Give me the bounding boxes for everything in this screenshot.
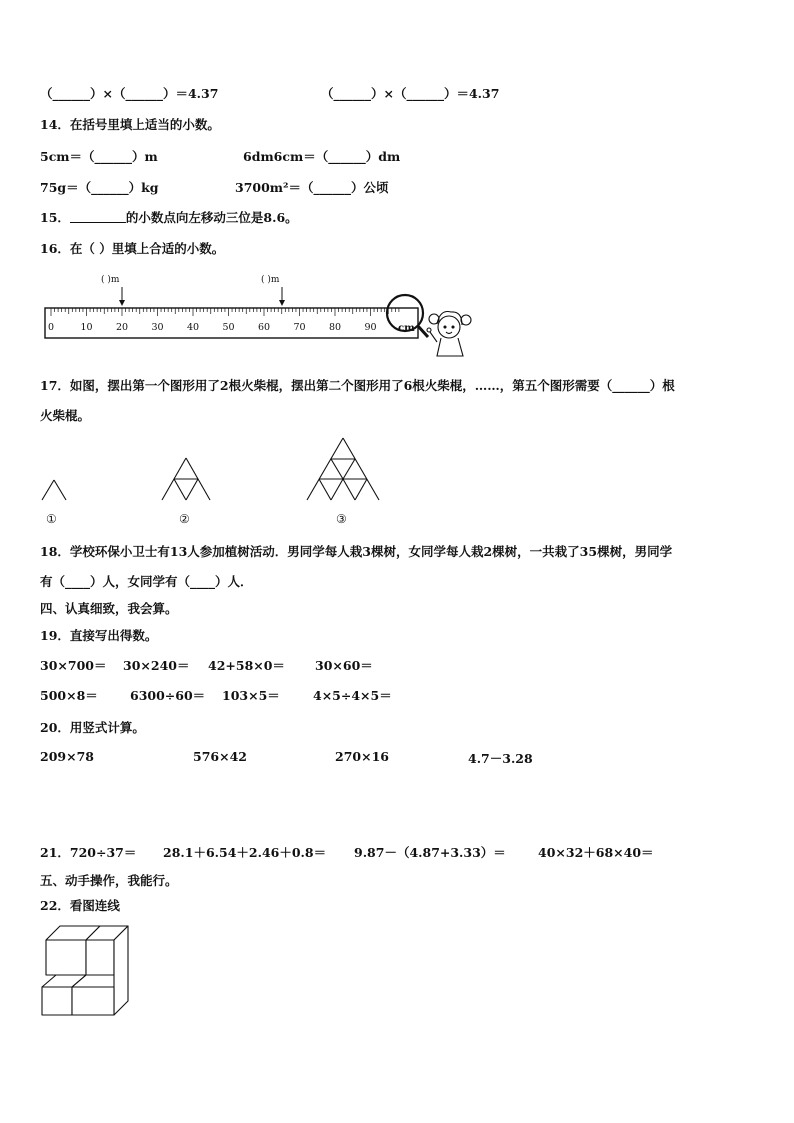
ruler-number-50: 50: [222, 322, 235, 333]
q14-item-a: 5cm＝（______）m: [40, 149, 158, 164]
q14-item-c: 75g＝（______）kg: [40, 180, 159, 195]
ruler-number-10: 10: [80, 322, 93, 333]
ruler-number-90: 90: [364, 322, 377, 333]
q19-row1-item1: 30×700＝: [40, 658, 107, 673]
ruler-unit-label: cm: [398, 323, 415, 334]
cube-right-side: [114, 926, 128, 1015]
q19-row1-item4: 30×60＝: [315, 658, 373, 673]
ruler-marker-label-1: ( )m: [101, 275, 120, 285]
q20-item-1: 209×78: [40, 749, 94, 764]
ruler-figure: [0, 265, 794, 365]
ruler-number-30: 30: [151, 322, 164, 333]
ruler-number-0: 0: [47, 322, 55, 333]
q21-prefix: 21．: [40, 845, 70, 860]
q21-item-1: 720÷37＝: [69, 845, 137, 860]
figure-label-2: ②: [179, 512, 190, 526]
ruler-number-60: 60: [257, 322, 271, 333]
q15: [40, 208, 298, 226]
q20-item-4: 4.7－3.28: [468, 751, 533, 766]
q18-line-1: 18．学校环保小卫士有13人参加植树活动．男同学每人栽3棵树，女同学每人栽2棵树，一共栽了35棵树，男同学: [40, 544, 673, 559]
girl-cartoon-icon: [427, 312, 471, 357]
q18-line-2: 有（____）人，女同学有（____）人．: [40, 574, 253, 589]
q19-row2-item2: 6300÷60＝: [130, 688, 206, 703]
figure-label-3: ③: [336, 512, 347, 526]
q20-title: 20．用竖式计算。: [40, 720, 145, 735]
matchstick-figure-1: [42, 480, 66, 500]
cube-front-left-face: [46, 940, 86, 975]
section-4-heading: 四、认真细致，我会算。: [40, 601, 178, 616]
matchstick-figure-3: [307, 438, 379, 500]
q19-row2-item1: 500×8＝: [40, 688, 98, 703]
q22-title: 22．看图连线: [40, 898, 120, 913]
q21-item-2: 28.1＋6.54＋2.46＋0.8＝: [163, 845, 327, 860]
q21-item-3: 9.87－（4.87+3.33）＝: [354, 845, 506, 860]
q17-line-2: 火柴棍。: [40, 408, 91, 423]
q20-item-3: 270×16: [335, 749, 389, 764]
q14-title: 14．在括号里填上适当的小数。: [40, 117, 220, 132]
top-row-left: （______）×（______）＝4.37: [40, 86, 219, 101]
q20-item-2: 576×42: [193, 749, 247, 764]
q17-line-1: 17．如图，摆出第一个图形用了2根火柴棍，摆出第二个图形用了6根火柴棍，……，第五个图形需要（______）根: [40, 378, 675, 393]
q21-item-4: 40×32＋68×40＝: [538, 845, 654, 860]
magnifier-handle: [418, 326, 428, 337]
ruler-number-70: 70: [293, 322, 306, 333]
figure-label-1: ①: [46, 512, 57, 526]
q19-row2-item4: 4×5÷4×5＝: [313, 688, 392, 703]
top-row-right: （______）×（______）＝4.37: [321, 86, 500, 101]
ruler-number-40: 40: [186, 322, 200, 333]
ruler-marker-label-2: ( )m: [261, 275, 280, 285]
cube-front-right-face: [86, 940, 114, 975]
q19-row1-item3: 42+58×0＝: [208, 658, 285, 673]
ruler-number-20: 20: [115, 322, 129, 333]
q15-suffix: 的小数点向左移动三位是8.6。: [125, 210, 298, 225]
ruler-marker-arrowhead-1: [119, 300, 125, 306]
matchstick-figure-2: [162, 458, 210, 500]
q16-title: 16．在（ ）里填上合适的小数。: [40, 241, 225, 256]
q14-item-b: 6dm6cm＝（______）dm: [243, 149, 401, 164]
cube-stack-figure: [0, 915, 794, 1025]
cube-lower-front: [42, 987, 72, 1015]
q19-row2-item3: 103×5＝: [222, 688, 280, 703]
q21-row: [40, 843, 136, 861]
q19-row1-item2: 30×240＝: [123, 658, 190, 673]
q19-title: 19．直接写出得数。: [40, 628, 158, 643]
q15-answer-blank: [70, 211, 126, 223]
section-5-heading: 五、动手操作，我能行。: [40, 873, 178, 888]
cube-lower-right-front: [72, 987, 114, 1015]
q15-prefix: 15．: [40, 210, 70, 225]
ruler-marker-arrowhead-2: [279, 300, 285, 306]
matchstick-figures: [0, 430, 794, 530]
q14-item-d: 3700m²＝（______）公顷: [235, 180, 389, 195]
ruler-number-80: 80: [328, 322, 342, 333]
